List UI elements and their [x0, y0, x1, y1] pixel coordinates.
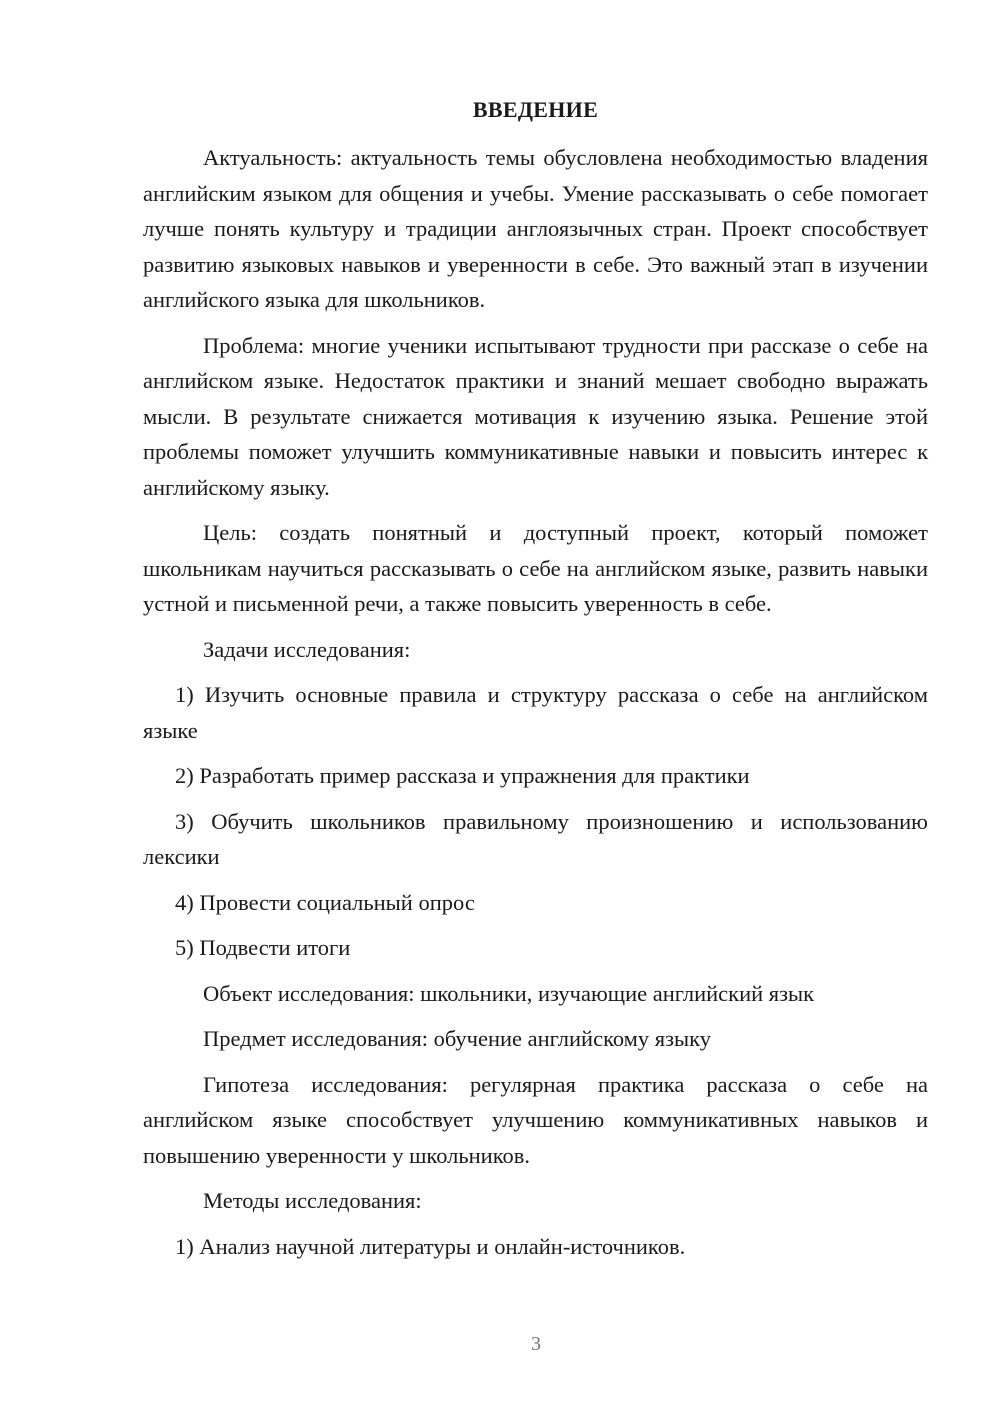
task-item-1	[143, 677, 928, 748]
page-content	[143, 94, 928, 1274]
task-item-3	[143, 804, 928, 875]
relevance-paragraph: Актуальность: актуальность темы обусловлена необходимостью владения английским языком для общения и учебы. Умение рассказывать о себе помогает лучше понять культуру и традиции англоязычных стран. Проект способствует развитию языковых навыков и уверенности в себе. Это важный этап в изучении английского языка для школьников.	[143, 145, 928, 312]
page-number: 3	[531, 1333, 541, 1355]
section-title: ВВЕДЕНИЕ	[472, 97, 599, 122]
hypothesis-paragraph: Гипотеза исследования: регулярная практика рассказа о себе на английском языке способствует улучшению коммуникативных навыков и повышению уверенности у школьников.	[143, 1071, 928, 1168]
task-item-2	[143, 758, 928, 794]
task-item-4	[143, 885, 928, 921]
method-number: 1)	[175, 1233, 194, 1259]
research-object: Объект исследования: школьники, изучающие английский язык	[203, 980, 815, 1006]
method-item-1	[143, 1229, 928, 1265]
research-subject: Предмет исследования: обучение английскому языку	[203, 1026, 712, 1051]
method-text: Анализ научной литературы и онлайн-источников.	[199, 1233, 686, 1259]
methods-heading: Методы исследования:	[203, 1188, 422, 1213]
tasks-heading: Задачи исследования:	[203, 636, 411, 662]
problem-paragraph: Проблема: многие ученики испытывают трудности при рассказе о себе на английском языке. Недостаток практики и знаний мешает свободно выражать мысли. В результате снижается мотивация к изучению языка. Решение этой проблемы поможет улучшить коммуникативные навыки и повысить интерес к английскому языку.	[143, 332, 928, 500]
task-number: 5)	[175, 935, 194, 960]
task-number: 1)	[175, 682, 194, 707]
task-text: Провести социальный опрос	[199, 889, 475, 915]
task-number: 3)	[175, 808, 194, 834]
task-item-5	[143, 930, 928, 966]
task-number: 4)	[175, 889, 194, 915]
task-text: Обучить школьников правильному произношению и использованию лексики	[143, 808, 928, 869]
task-number: 2)	[175, 763, 194, 788]
task-text: Разработать пример рассказа и упражнения для практики	[199, 763, 750, 788]
task-text: Подвести итоги	[199, 935, 351, 960]
task-text: Изучить основные правила и структуру рассказа о себе на английском языке	[143, 682, 928, 743]
goal-paragraph: Цель: создать понятный и доступный проект, который поможет школьникам научиться рассказывать о себе на английском языке, развить навыки устной и письменной речи, а также повысить уверенность в себе.	[143, 520, 928, 616]
